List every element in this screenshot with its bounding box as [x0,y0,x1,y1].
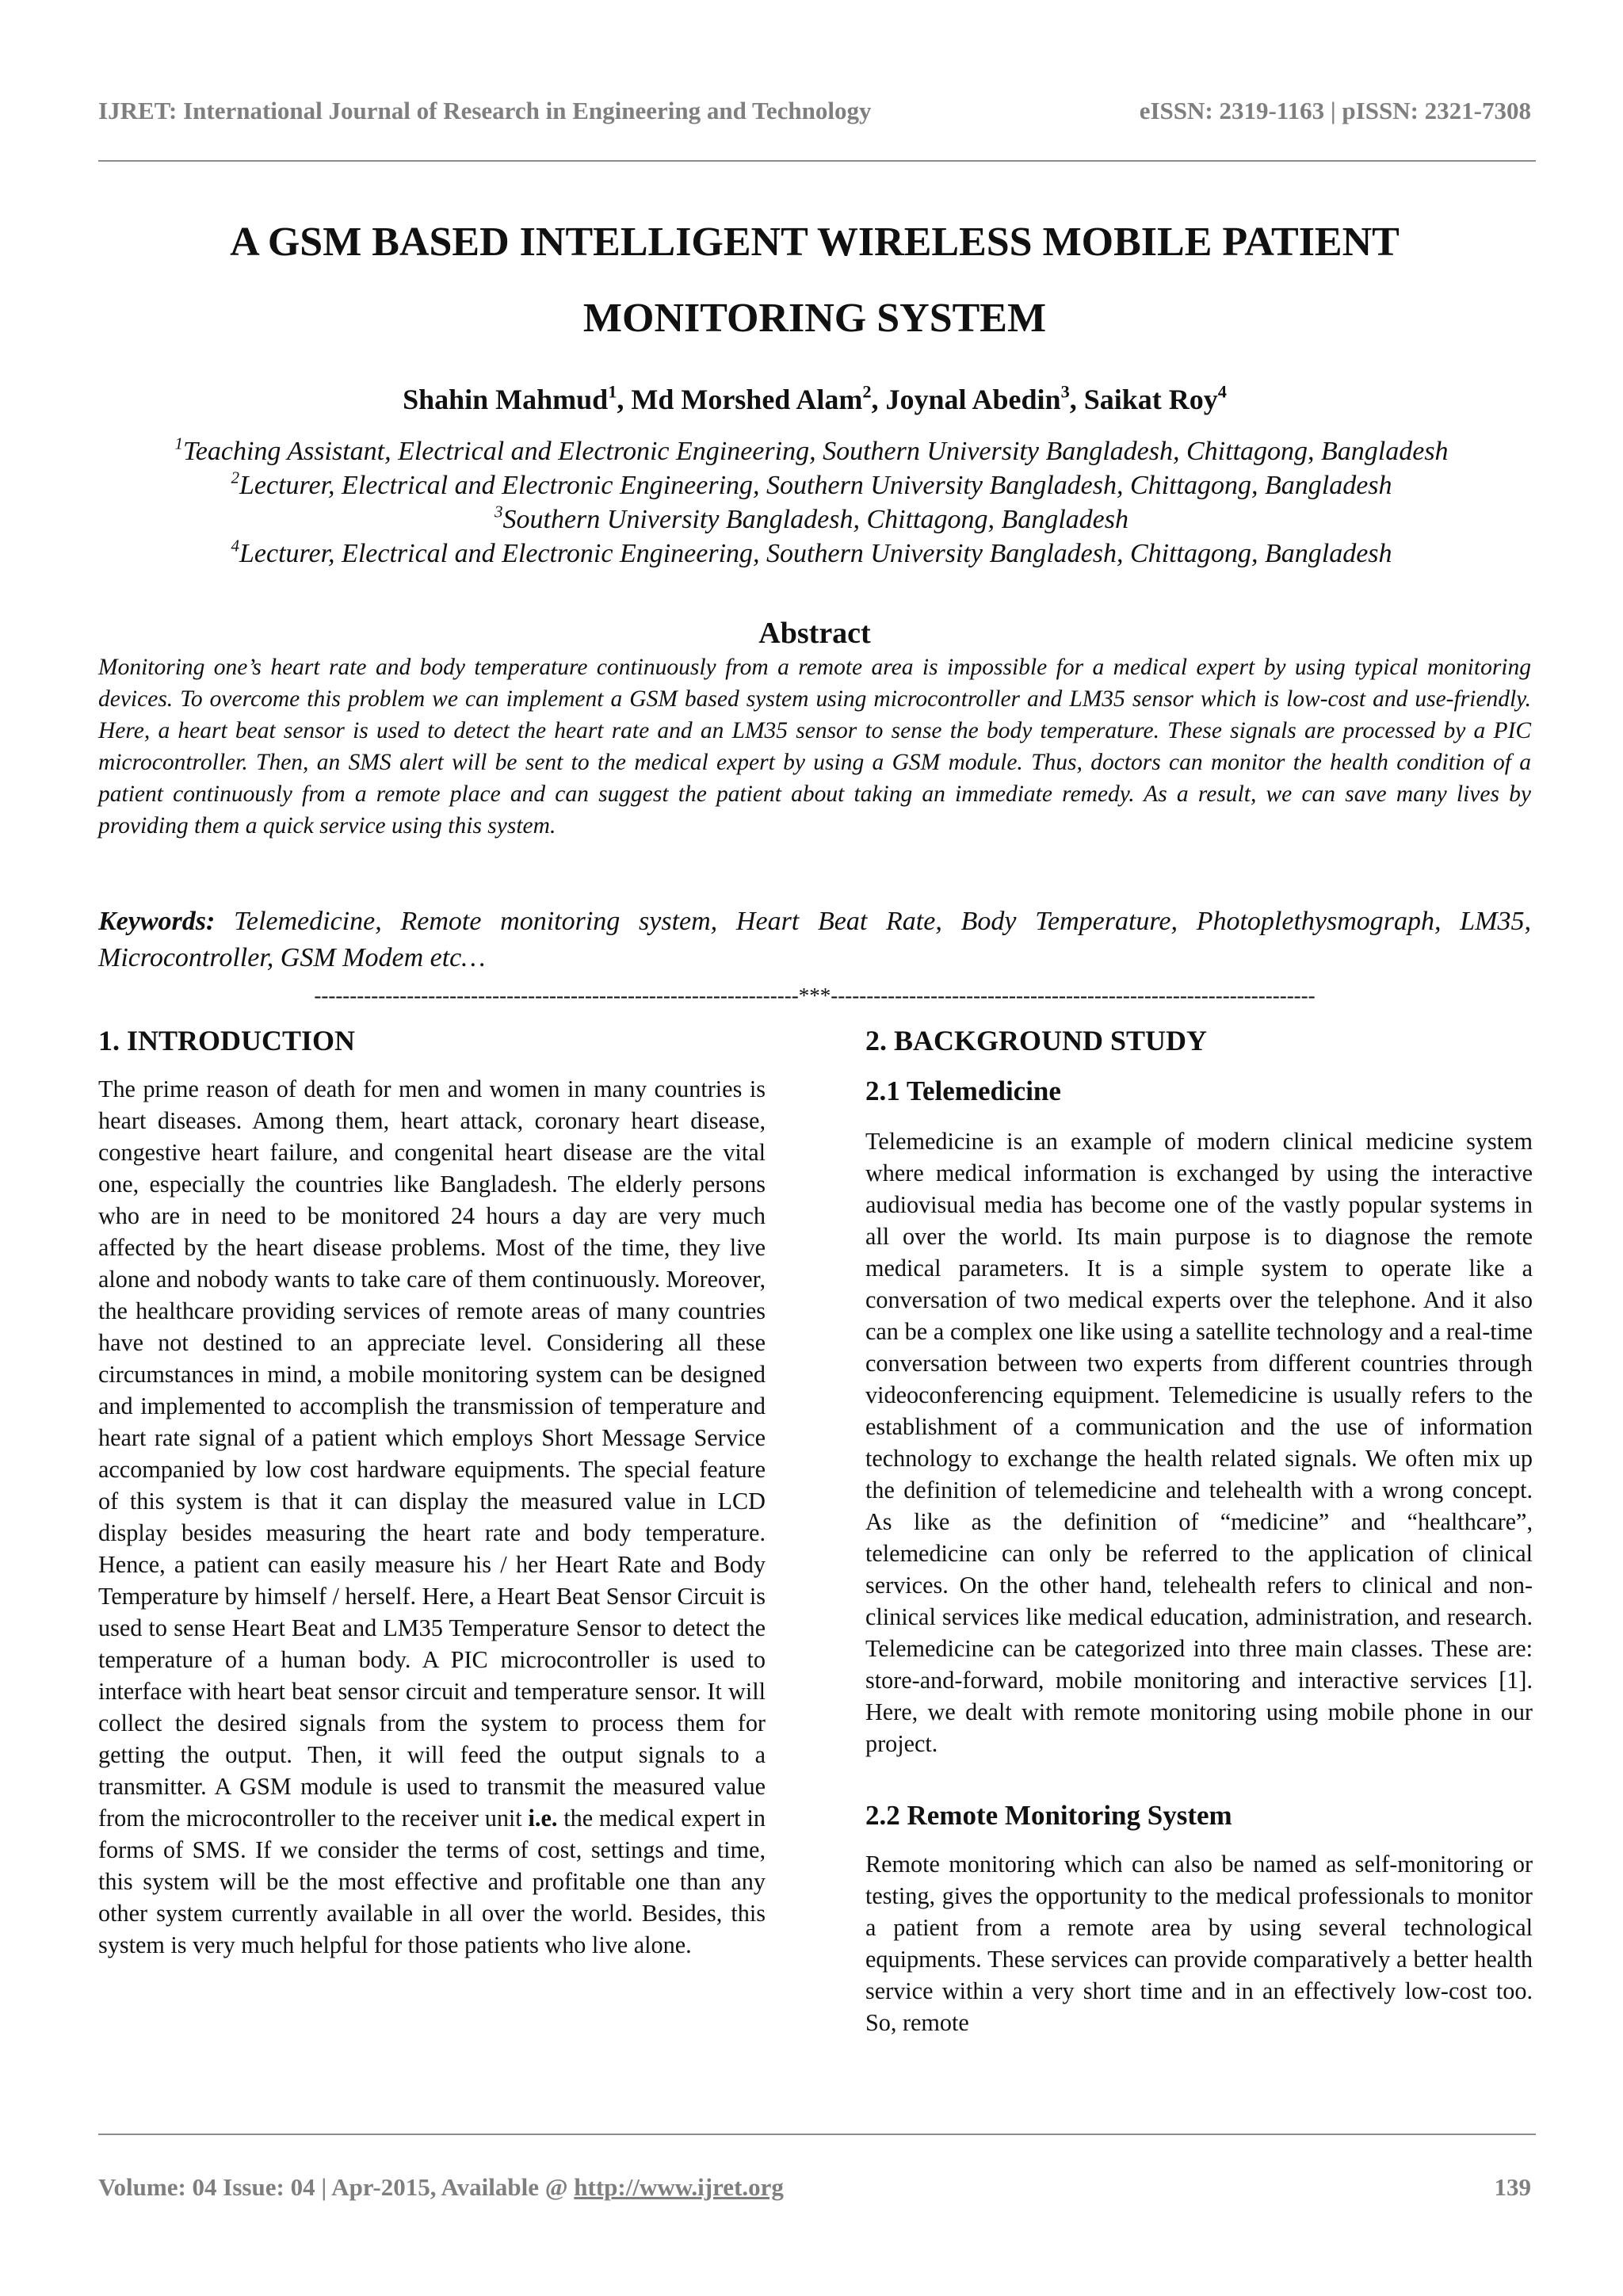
right-column [865,1022,1533,2038]
section-separator: --------------------------------------------------------------------***-------------------------------------------------------------------- [314,984,1316,1007]
telemedicine-paragraph: Telemedicine is an example of modern clinical medicine system where medical information is exchanged by using the interactive audiovisual media has become one of the vastly popular systems in all over the world. Its main purpose is to diagnose the remote medical parameters. It is a simple system to operate like a conversation of two medical experts over the telephone. And it also can be a complex one like using a satellite technology and a real-time conversation between two experts from different countries through videoconferencing equipment. Telemedicine is usually refers to the establishment of a communication and the use of information technology to exchange the health related signals. We often mix up the definition of telemedicine and telehealth with a wrong concept. As like as the definition of “medicine” and “healthcare”, telemedicine can only be referred to the application of clinical services. On the other hand, telehealth refers to clinical and non-clinical services like medical education, administration, and research. Telemedicine can be categorized into three main classes. These are: store-and-forward, mobile monitoring and interactive services [1]. Here, we dealt with remote monitoring using mobile phone in our project. [865,1128,1533,1757]
section-heading-background: 2. BACKGROUND STUDY [865,1025,1208,1056]
author: Saikat Roy$^4$ [1083,381,1227,415]
affiliation: $^3$Southern University Bangladesh, Chittagong, Bangladesh [494,502,1129,534]
keywords [98,904,1531,976]
section-heading-introduction: 1. INTRODUCTION [98,1025,356,1056]
affiliation-list [87,434,1536,571]
author: Shahin Mahmud$^1$ [403,381,617,415]
footer-rule [98,2134,1536,2135]
introduction-paragraph: The prime reason of death for men and women in many countries is heart diseases. Among them, heart attack, coronary heart disease, congestive heart failure, and congenital heart disease are the vital one, especially the countries like Bangladesh. The elderly persons who are in need to be monitored 24 hours a day are very much affected by the heart disease problems. Most of the time, they live alone and nobody wants to take care of them continuously. Moreover, the healthcare providing services of remote areas of many countries have not destined to an appreciate level. Considering all these circumstances in mind, a mobile monitoring system can be designed and implemented to accomplish the transmission of temperature and heart rate signal of a patient which employs Short Message Service accompanied by low cost hardware equipments. The special feature of this system is that it can display the measured value in LCD display besides measuring the heart rate and body temperature. Hence, a patient can easily measure his / her Heart Rate and Body Temperature by himself / herself. Here, a Heart Beat Sensor Circuit is used to sense Heart Beat and LM35 Temperature Sensor to detect the temperature of a human body. A PIC microcontroller is used to interface with heart beat sensor circuit and temperature sensor. It will collect the desired signals from the system to process them for getting the output. Then, it will feed the output signals to a transmitter. A GSM module is used to transmit the measured value from the microcontroller to the receiver unit i.e. the medical expert in forms of SMS. If we consider the terms of cost, settings and time, this system will be the most effective and profitable one than any other system currently available in all over the world. Besides, this system is very much helpful for those patients who live alone. [98,1075,766,1958]
subsection-heading-remote-monitoring: 2.2 Remote Monitoring System [865,1800,1232,1831]
keywords-text: Telemedicine, Remote monitoring system, Heart Beat Rate, Body Temperature, Photoplethysmograph, LM35, Microcontroller, GSM Modem etc… [98,907,1531,972]
author: Joynal Abedin$^3$ [885,381,1070,415]
abstract-text: Monitoring one’s heart rate and body temperature continuously from a remote area is impossible for a medical expert by using typical monitoring devices. To overcome this problem we can implement a GSM based system using microcontroller and LM35 sensor which is low-cost and use-friendly. Here, a heart beat sensor is used to detect the heart rate and an LM35 sensor to sense the body temperature. These signals are processed by a PIC microcontroller. Then, an SMS alert will be sent to the medical expert by using a GSM module. Thus, doctors can monitor the health condition of a patient continuously from a remote place and can suggest the patient about taking an immediate remedy. As a result, we can save many lives by providing them a quick service using this system. [98,655,1531,839]
author-list: Shahin Mahmud$^1$, Md Morshed Alam$^2$, Joynal Abedin$^3$, Saikat Roy$^4$ [403,381,1227,415]
footer-volume: Volume: 04 Issue: 04 | Apr-2015, Available @ http://www.ijret.org [98,2173,784,2201]
running-footer [98,2173,1531,2202]
running-header [98,97,1531,125]
title-line-1: A GSM BASED INTELLIGENT WIRELESS MOBILE PATIENT [230,220,1400,265]
keywords-label: Keywords: [98,907,216,936]
paper-title [98,204,1531,357]
issn: eISSN: 2319-1163 | pISSN: 2321-7308 [1139,97,1531,124]
affiliation: $^2$Lecturer, Electrical and Electronic Engineering, Southern University Bangladesh, Chittagong, Bangladesh [231,468,1392,500]
header-rule [98,160,1536,162]
title-line-2: MONITORING SYSTEM [582,296,1047,341]
left-column [98,1022,766,1961]
affiliation: $^4$Lecturer, Electrical and Electronic Engineering, Southern University Bangladesh, Chittagong, Bangladesh [231,536,1392,568]
abstract-heading: Abstract [758,617,871,650]
author: Md Morshed Alam$^2$ [631,381,872,415]
subsection-heading-telemedicine: 2.1 Telemedicine [865,1075,1061,1106]
journal-website-link[interactable]: http://www.ijret.org [574,2173,784,2201]
affiliation: $^1$Teaching Assistant, Electrical and Electronic Engineering, Southern University Bangladesh, Chittagong, Bangladesh [174,434,1449,466]
journal-name: IJRET: International Journal of Research in Engineering and Technology [98,97,872,124]
remote-monitoring-paragraph: Remote monitoring which can also be named as self-monitoring or testing, gives the opportunity to the medical professionals to monitor a patient from a remote area by using several technological equipments. These services can provide comparatively a better health service within a very short time and in an effectively low-cost too. So, remote [865,1851,1533,2036]
page-number: 139 [1494,2173,1531,2201]
